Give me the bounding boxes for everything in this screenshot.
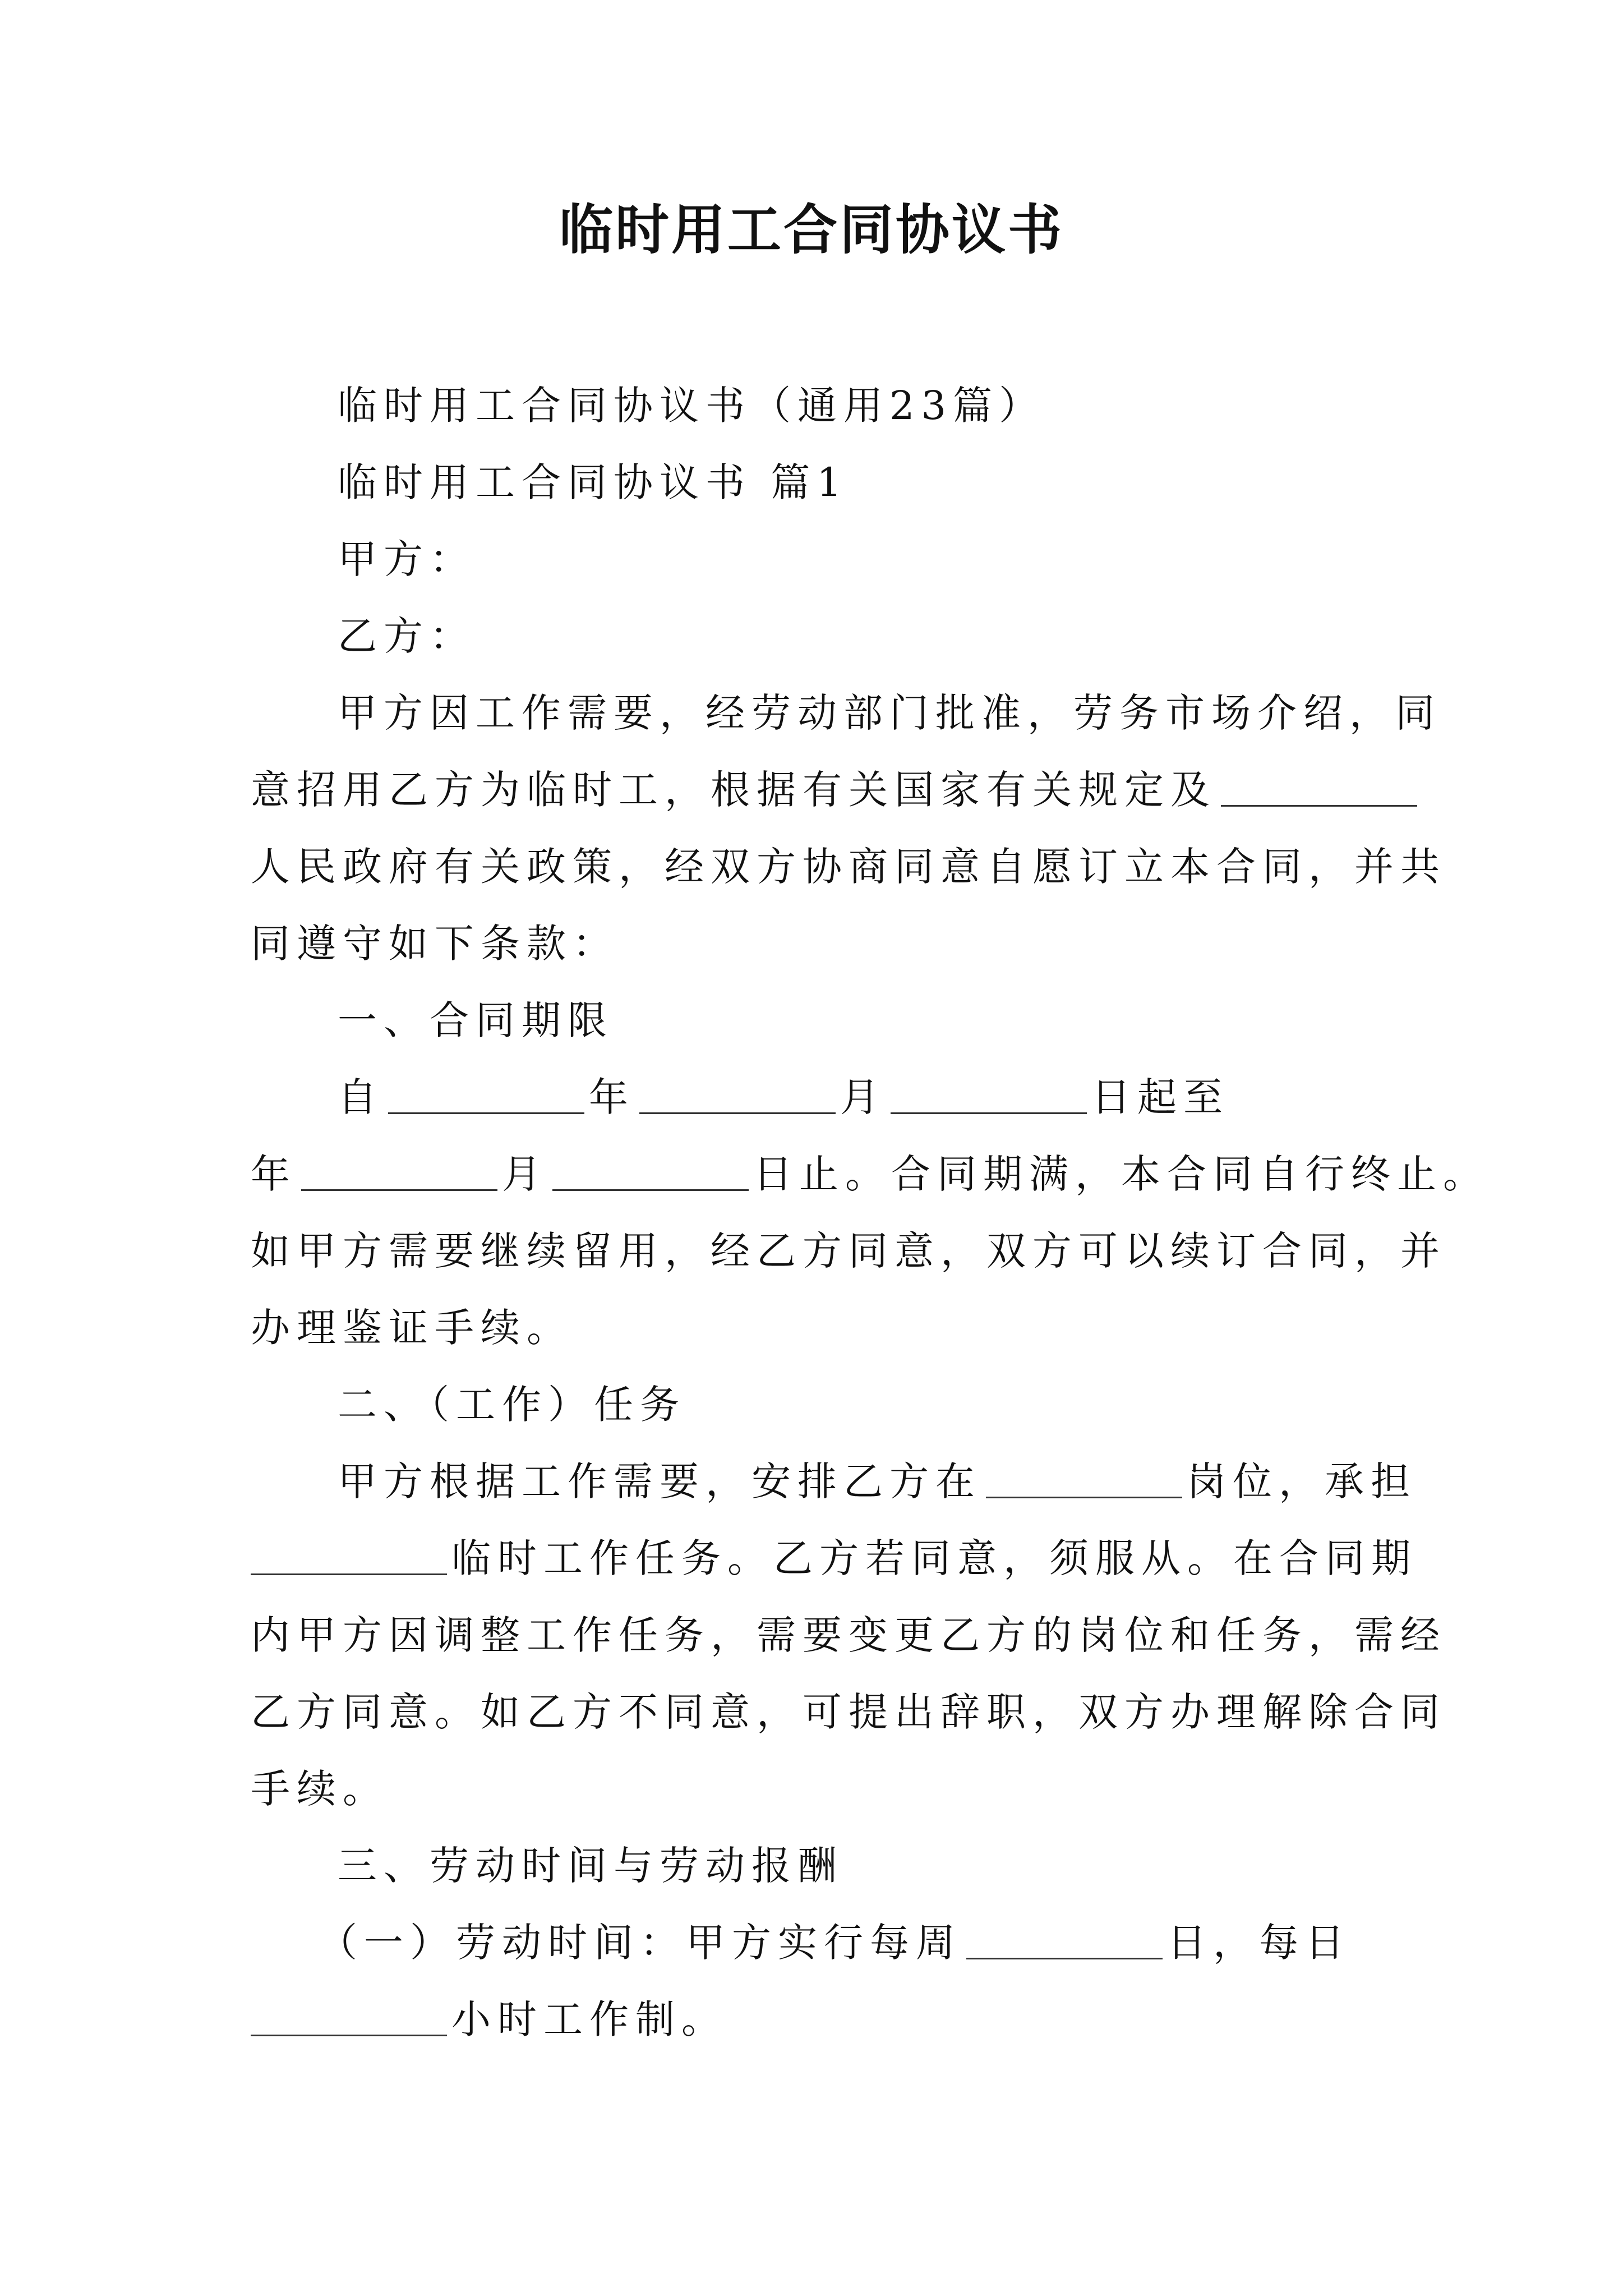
document-title: 临时用工合同协议书 <box>559 198 1064 261</box>
party-b-label: 乙方： <box>338 613 476 659</box>
clause-heading: 三、劳动时间与劳动报酬 <box>338 1843 843 1889</box>
paragraph-line <box>251 1981 1389 2058</box>
paragraph-text: 日起至 <box>1091 1074 1229 1120</box>
paragraph-line: 甲方因工作需要，经劳动部门批准，劳务市场介绍，同 <box>338 690 1441 736</box>
paragraph-line <box>251 1520 1417 1597</box>
paragraph-line: 如甲方需要继续留用，经乙方同意，双方可以续订合同，并 <box>251 1228 1446 1274</box>
party-a-label: 甲方： <box>338 536 476 582</box>
fill-in-blank <box>552 1156 749 1191</box>
subtitle-line: 临时用工合同协议书（通用23篇） <box>338 383 1045 429</box>
fill-in-blank <box>251 2001 447 2036</box>
paragraph-line <box>251 752 1389 829</box>
paragraph-line: 同遵守如下条款： <box>251 921 619 967</box>
fill-in-blank <box>891 1079 1087 1114</box>
paragraph-line: 内甲方因调整工作任务，需要变更乙方的岗位和任务，需经 <box>251 1612 1446 1658</box>
fill-in-blank <box>301 1156 497 1191</box>
clause-heading: 二、（工作）任务 <box>338 1382 686 1428</box>
clause-heading: 一、合同期限 <box>338 997 614 1043</box>
paragraph-line <box>251 1136 1489 1213</box>
paragraph-text: 小时工作制。 <box>451 1996 727 2042</box>
paragraph-text: 年 <box>589 1074 635 1120</box>
paragraph-line <box>251 1059 1389 1136</box>
fill-in-blank <box>1221 771 1417 807</box>
paragraph-text: 临时工作任务。乙方若同意，须服从。在合同期 <box>451 1535 1417 1581</box>
document-body <box>251 367 1489 2058</box>
paragraph-text: 日止。合同期满，本合同自行终止。 <box>753 1151 1489 1197</box>
paragraph-text: 意招用乙方为临时工，根据有关国家有关规定及 <box>251 767 1216 813</box>
paragraph-line: 手续。 <box>251 1766 389 1812</box>
paragraph-line <box>251 1904 1389 1981</box>
paragraph-text: （一）劳动时间：甲方实行每周 <box>318 1920 962 1966</box>
paragraph-text: 月 <box>502 1151 548 1197</box>
fill-in-blank <box>966 1924 1163 1959</box>
paragraph-text: 甲方根据工作需要，安排乙方在 <box>338 1458 981 1504</box>
paragraph-line: 人民政府有关政策，经双方协商同意自愿订立本合同，并共 <box>251 844 1446 890</box>
fill-in-blank <box>639 1079 836 1114</box>
section-heading: 临时用工合同协议书 篇1 <box>338 459 849 505</box>
paragraph-text: 月 <box>840 1074 886 1120</box>
paragraph-line <box>251 1443 1417 1520</box>
fill-in-blank <box>388 1079 584 1114</box>
fill-in-blank <box>986 1463 1182 1498</box>
paragraph-text: 自 <box>338 1074 384 1120</box>
paragraph-text: 岗位，承担 <box>1187 1458 1417 1504</box>
paragraph-text: 年 <box>251 1151 297 1197</box>
paragraph-line: 乙方同意。如乙方不同意，可提出辞职，双方办理解除合同 <box>251 1689 1446 1735</box>
paragraph-line: 办理鉴证手续。 <box>251 1305 573 1351</box>
paragraph-text: 日，每日 <box>1167 1920 1351 1966</box>
fill-in-blank <box>251 1540 447 1575</box>
